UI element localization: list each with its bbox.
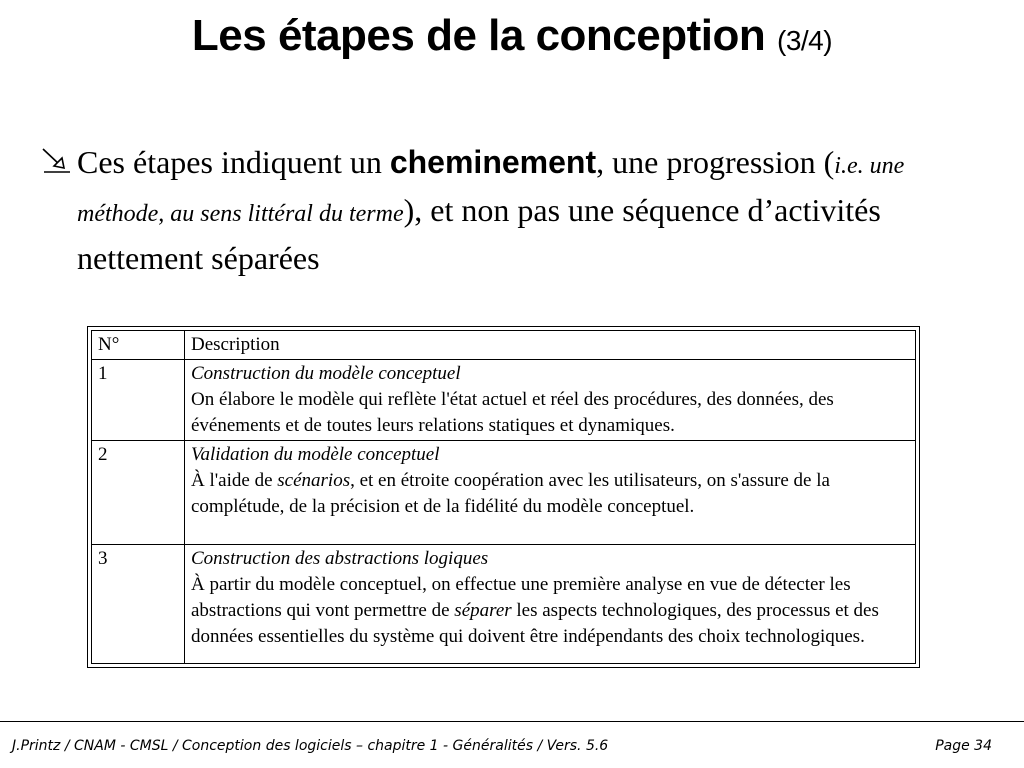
footer [12,738,1012,758]
row-description [185,545,916,664]
footer-divider [0,721,1024,722]
row-number: 2 [92,441,185,545]
bullet-text-part-1: Ces étapes indiquent un [77,144,390,180]
bullet-emphasis: cheminement [389,144,597,180]
table-row [92,360,916,441]
row-text-part-1: À partir du modèle conceptuel, on effectue une première analyse en vue de détecter les abstractions qui vont permettre de [191,574,851,621]
row-text-part-1: À l'aide de [191,470,278,491]
row-text-emphasis: séparer [454,600,512,621]
table-header-row [92,331,916,360]
table-row [92,545,916,664]
steps-table [87,326,920,668]
header-number: N° [92,331,185,360]
slide-title-text: Les étapes de la conception [191,11,766,60]
steps-table-grid [91,330,916,664]
slide-title [0,8,1024,69]
bullet-text-part-3: ), et non pas une séquence d’activités nettement séparées [77,192,881,276]
row-text-emphasis: scénarios [277,470,351,491]
bullet-point [40,140,970,280]
hollow-arrow-icon [40,146,74,176]
bullet-text-part-2: , une progression ( [596,144,835,180]
row-description [185,360,916,441]
row-title: Construction du modèle conceptuel [191,363,461,384]
row-text-part-2: , et en étroite coopération avec les utilisateurs, on s'assure de la complétude, de la précision et de la fidélité du modèle conceptuel. [191,470,830,517]
bullet-italic: i.e. une méthode, au sens littéral du terme [77,153,905,227]
table-row [92,441,916,545]
footer-credits: J.Printz / CNAM - CMSL / Conception des logiciels – chapitre 1 - Généralités / Vers. 5.6 [12,738,609,754]
row-title: Construction des abstractions logiques [191,548,489,569]
row-text: On élabore le modèle qui reflète l'état actuel et réel des procédures, des données, des événements et de toutes leurs relations statiques et dynamiques. [191,389,834,436]
page-number: Page 34 [935,738,992,754]
row-text-part-2: les aspects technologiques, des processus et des données essentielles du système qui doivent être indépendants des choix technologiques. [191,600,879,647]
header-description: Description [185,331,916,360]
slide-title-suffix: (3/4) [777,25,833,56]
row-number: 1 [92,360,185,441]
bullet-text [77,140,970,280]
row-number: 3 [92,545,185,664]
row-title: Validation du modèle conceptuel [191,444,440,465]
row-description [185,441,916,545]
